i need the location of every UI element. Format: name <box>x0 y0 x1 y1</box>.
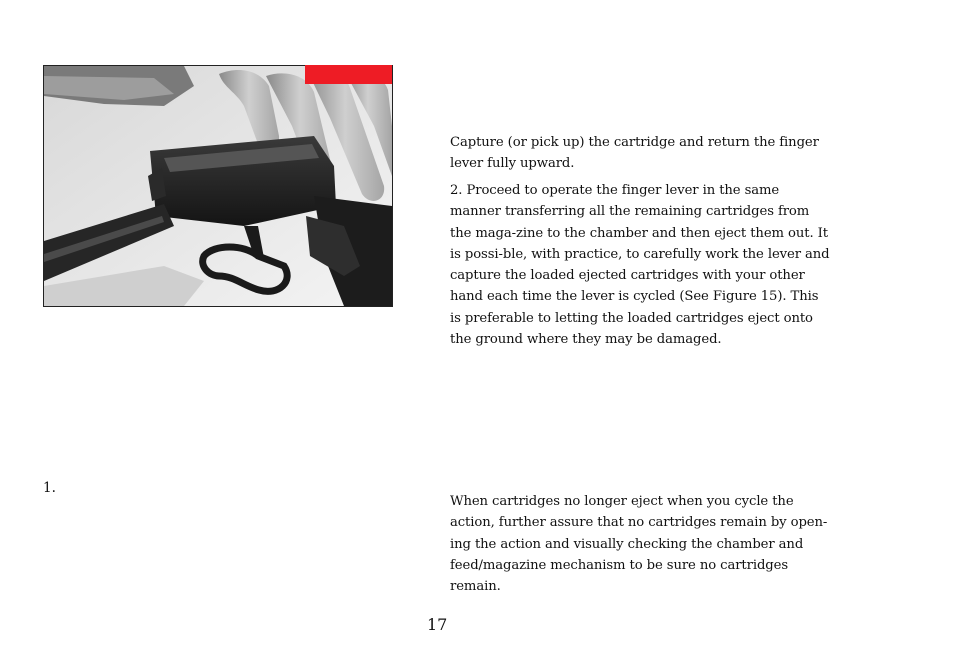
capture-paragraph <box>450 132 830 175</box>
step-number: 1. <box>43 480 56 496</box>
rifle-action-illustration <box>44 66 392 306</box>
rifle-action-photo <box>43 65 393 307</box>
no-eject-text: When cartridges no longer eject when you cycle the action, further assure that no cartridges remain by open-ing the action and visually checking the chamber and feed/magazine mechanism to be sure no cartridges remain. <box>450 494 828 595</box>
red-corner-tab <box>305 65 392 84</box>
proceed-paragraph <box>450 180 832 350</box>
page-number: 17 <box>427 615 448 634</box>
proceed-text: 2. Proceed to operate the finger lever in the same manner transferring all the remaining cartridges from the maga-zine to the chamber and then eject them out. It is possi-ble, with practice, to carefully work the lever and capture the loaded ejected cartridges with your other hand each time the lever is cycled (See Figure 15). This is preferable to letting the loaded cartridges eject onto the ground where they may be damaged. <box>450 183 830 348</box>
no-eject-paragraph <box>450 491 832 597</box>
capture-text: Capture (or pick up) the cartridge and return the finger lever fully upward. <box>450 135 819 172</box>
